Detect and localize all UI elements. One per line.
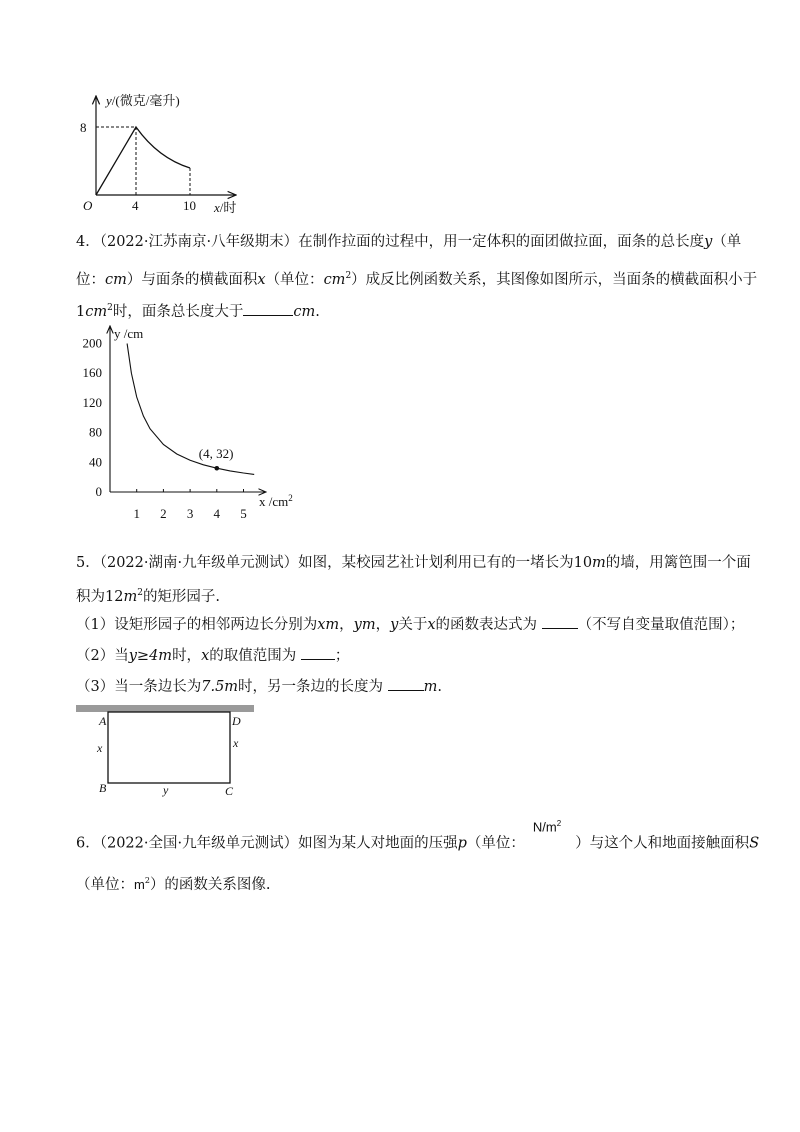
chart-curve — [127, 344, 254, 475]
q5-line2: 积为$12m^2$的矩形园子. — [76, 588, 221, 605]
chart-y-tick-0: 0 — [95, 484, 102, 499]
chart-annotation: (4, 32) — [198, 446, 234, 462]
inverse-proportion-chart — [70, 322, 310, 524]
q6-line1: 6．（2022·全国·九年级单元测试）如图为某人对地面的压强p（单位：$N/m^2$）与这个人和地面接触面积S — [76, 830, 759, 853]
pressure-unit: $N/m^2$ — [532, 819, 562, 835]
x-tick-4: 4 — [132, 198, 139, 213]
q4-line3: $1cm^2$时，面条总长度大于 cm. — [76, 298, 320, 322]
x-axis-label: x/时 — [214, 200, 237, 215]
label-A: A — [99, 714, 107, 728]
label-B: B — [99, 781, 107, 795]
q5-1-answer-blank[interactable] — [542, 613, 578, 629]
wall — [76, 705, 254, 712]
q5-sub3: （3）当一条边长为7.5m时，另一条边的长度为 m. — [76, 675, 442, 697]
chart-x-tick-4: 4 — [213, 506, 221, 521]
q5-3-answer-blank[interactable] — [388, 675, 424, 691]
chart-x-tick-5: 5 — [240, 506, 247, 521]
concentration-curve — [96, 127, 190, 195]
chart-y-label: y /cm — [114, 326, 144, 341]
y-axis-label: y/(微克/毫升) — [106, 93, 180, 108]
garden-rectangle — [108, 712, 230, 783]
chart-y-tick-80: 80 — [89, 424, 102, 440]
chart-x-tick-3: 3 — [186, 506, 194, 521]
label-left-x: x — [97, 741, 103, 755]
q5-sub2: （2）当y≥4m时，x的取值范围为 ； — [76, 644, 349, 666]
chart-y-tick-40: 40 — [89, 454, 102, 470]
q6-line2: （单位：$m^2$）的函数关系图像. — [76, 876, 271, 893]
concentration-graph — [66, 88, 276, 218]
q4-line2: 位：cm）与面条的横截面积x（单位：$cm^2$）成反比例函数关系，其图像如图所示，当面条的横截面积小于 — [76, 271, 758, 288]
q5-sub1: （1）设矩形园子的相邻两边长分别为xm，ym，y关于x的函数表达式为 （不写自变量取值范围）； — [76, 613, 744, 635]
x-tick-10: 10 — [183, 198, 196, 213]
chart-x-tick-2: 2 — [160, 506, 167, 521]
label-bottom-y: y — [163, 783, 169, 797]
q4-line1: 4．（2022·江苏南京·八年级期末）在制作拉面的过程中，用一定体积的面团做拉面，面条的总长度y（单 — [76, 234, 742, 250]
chart-y-tick-120: 120 — [82, 394, 102, 410]
q5-2-answer-blank[interactable] — [301, 644, 335, 660]
chart-y-tick-200: 200 — [82, 335, 102, 351]
y-tick-8: 8 — [80, 120, 87, 135]
q5-line1: 5．（2022·湖南·九年级单元测试）如图，某校园艺社计划利用已有的一堵长为10m的墙，用篱笆围一个面 — [76, 555, 751, 571]
chart-point-4-32 — [215, 466, 220, 471]
label-C: C — [225, 784, 234, 798]
garden-diagram — [74, 700, 259, 800]
chart-x-label: x $/cm^2$ — [259, 493, 293, 509]
label-right-x: x — [233, 736, 239, 750]
origin-label: O — [83, 198, 93, 213]
label-D: D — [232, 714, 241, 728]
chart-y-tick-160: 160 — [82, 365, 102, 381]
chart-x-tick-1: 1 — [133, 506, 140, 521]
q4-answer-blank[interactable] — [243, 300, 293, 316]
